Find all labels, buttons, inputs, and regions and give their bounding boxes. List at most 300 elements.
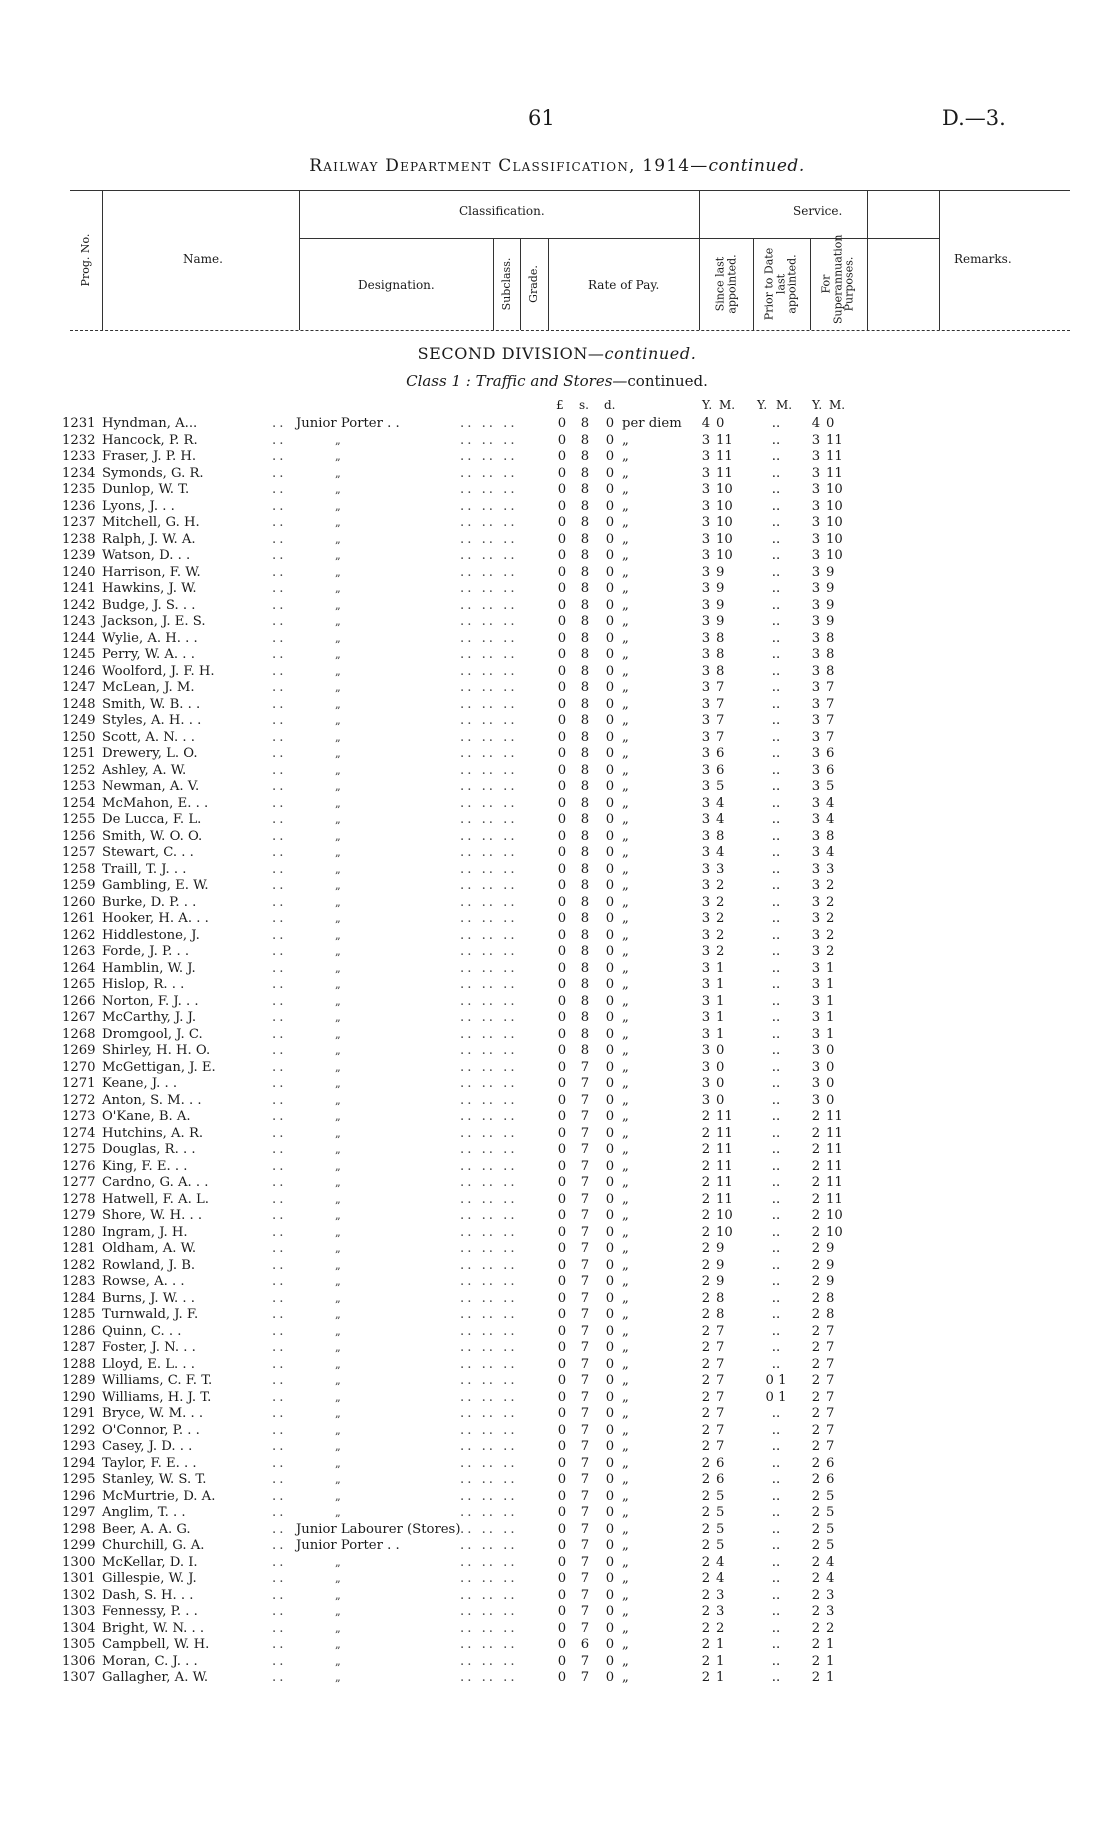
pay-pounds: 0 xyxy=(557,1241,567,1256)
leader-dots: .. .. .. xyxy=(460,1389,518,1405)
pay-pounds: 0 xyxy=(557,465,567,481)
designation: „ xyxy=(335,1506,341,1519)
pay-basis: „ xyxy=(622,614,629,629)
pay-pence: 0 xyxy=(605,432,615,448)
pay-basis: „ xyxy=(622,630,629,646)
header-designation: Designation. xyxy=(358,278,435,292)
super-years: 3 xyxy=(811,432,821,448)
pay-pounds: 0 xyxy=(557,927,567,943)
prog-number: 1267 xyxy=(62,1010,96,1025)
staff-name: Cardno, G. A. . . xyxy=(102,1175,209,1190)
pay-shillings: 7 xyxy=(580,1274,590,1289)
designation: „ xyxy=(335,1390,341,1404)
super-months: 9 xyxy=(826,614,835,629)
super-years: 3 xyxy=(811,779,821,794)
prog-number: 1297 xyxy=(62,1505,96,1520)
header-rate-of-pay: Rate of Pay. xyxy=(588,278,660,292)
pay-pence: 0 xyxy=(605,1356,615,1372)
pay-pounds: 0 xyxy=(557,498,567,514)
staff-name: Woolford, J. F. H. xyxy=(102,663,215,679)
leader-dots: .. xyxy=(272,1059,287,1075)
designation: „ xyxy=(335,879,341,892)
since-months: 8 xyxy=(716,1307,725,1322)
leader-dots: .. .. .. xyxy=(460,597,518,613)
pay-pounds: 0 xyxy=(557,696,567,712)
pay-pence: 0 xyxy=(605,1406,615,1421)
designation: „ xyxy=(335,846,341,859)
designation: „ xyxy=(335,1423,341,1437)
prior-service: .. xyxy=(771,515,781,530)
prior-service: .. xyxy=(771,1076,781,1091)
prog-number: 1246 xyxy=(62,663,96,679)
prior-service: .. xyxy=(771,1554,781,1570)
pay-shillings: 8 xyxy=(580,597,590,613)
pay-shillings: 8 xyxy=(580,713,590,728)
pay-basis: per diem xyxy=(622,416,682,431)
pay-shillings: 8 xyxy=(580,927,590,943)
prog-number: 1255 xyxy=(62,812,96,827)
pay-pence: 0 xyxy=(605,630,615,646)
since-years: 2 xyxy=(701,1323,711,1339)
prior-service: .. xyxy=(771,845,781,860)
pay-pence: 0 xyxy=(605,1587,615,1603)
leader-dots: .. .. .. xyxy=(460,1059,518,1075)
since-years: 2 xyxy=(701,1257,711,1273)
pay-pence: 0 xyxy=(605,828,615,844)
leader-dots: .. .. .. xyxy=(460,1356,518,1372)
super-years: 3 xyxy=(811,812,821,827)
pay-shillings: 7 xyxy=(580,1059,590,1075)
leader-dots: .. xyxy=(272,993,287,1009)
pay-pence: 0 xyxy=(605,1257,615,1273)
super-years: 3 xyxy=(811,647,821,662)
prior-service: .. xyxy=(771,647,781,662)
super-months: 2 xyxy=(826,911,835,926)
super-months: 9 xyxy=(826,581,835,596)
pay-shillings: 8 xyxy=(580,581,590,596)
since-years: 3 xyxy=(701,878,711,893)
super-years: 3 xyxy=(811,729,821,745)
table-row xyxy=(0,928,1114,945)
since-months: 11 xyxy=(716,432,733,448)
pay-pounds: 0 xyxy=(557,1092,567,1108)
pay-shillings: 7 xyxy=(580,1125,590,1141)
leader-dots: .. xyxy=(272,1637,287,1652)
prior-service: .. xyxy=(771,548,781,563)
table-row xyxy=(0,1192,1114,1209)
pay-pounds: 0 xyxy=(557,1307,567,1322)
prog-number: 1238 xyxy=(62,531,96,547)
pay-shillings: 7 xyxy=(580,1488,590,1504)
prior-service: .. xyxy=(771,1488,781,1504)
table-row xyxy=(0,878,1114,895)
since-years: 3 xyxy=(701,795,711,811)
since-months: 7 xyxy=(716,1389,725,1405)
pay-pounds: 0 xyxy=(557,1142,567,1157)
pay-pounds: 0 xyxy=(557,1290,567,1306)
prog-number: 1278 xyxy=(62,1191,96,1207)
super-months: 7 xyxy=(826,1373,835,1388)
staff-list xyxy=(0,416,1114,1687)
designation: Junior Labourer (Stores) xyxy=(296,1521,461,1537)
designation: „ xyxy=(335,1407,341,1420)
pay-pounds: 0 xyxy=(557,432,567,448)
pay-shillings: 8 xyxy=(580,1026,590,1042)
pay-pounds: 0 xyxy=(557,1554,567,1570)
pay-shillings: 7 xyxy=(580,1175,590,1190)
pay-pence: 0 xyxy=(605,729,615,745)
pay-pounds: 0 xyxy=(557,1521,567,1537)
prog-number: 1288 xyxy=(62,1356,96,1372)
since-years: 2 xyxy=(701,1422,711,1438)
prog-number: 1287 xyxy=(62,1340,96,1355)
leader-dots: .. .. .. xyxy=(460,1125,518,1141)
since-months: 7 xyxy=(716,1340,725,1355)
pay-pence: 0 xyxy=(605,581,615,596)
leader-dots: .. xyxy=(272,663,287,679)
since-years: 2 xyxy=(701,1521,711,1537)
leader-dots: .. xyxy=(272,845,287,860)
designation: „ xyxy=(335,796,341,810)
prior-service: .. xyxy=(771,1670,781,1685)
leader-dots: .. .. .. xyxy=(460,1043,518,1058)
since-months: 9 xyxy=(716,564,725,580)
designation: „ xyxy=(335,1060,341,1074)
leader-dots: .. xyxy=(272,630,287,646)
pay-basis: „ xyxy=(622,1604,629,1619)
table-row xyxy=(0,466,1114,483)
prior-service: .. xyxy=(771,498,781,514)
pay-pence: 0 xyxy=(605,993,615,1009)
pay-pounds: 0 xyxy=(557,663,567,679)
since-years: 2 xyxy=(701,1125,711,1141)
pay-shillings: 8 xyxy=(580,515,590,530)
prog-number: 1302 xyxy=(62,1587,96,1603)
since-years: 3 xyxy=(701,647,711,662)
since-years: 3 xyxy=(701,597,711,613)
prior-service: .. xyxy=(771,1637,781,1652)
designation: „ xyxy=(335,945,341,958)
pay-shillings: 7 xyxy=(580,1191,590,1207)
prior-service: .. xyxy=(771,713,781,728)
designation: „ xyxy=(335,615,341,628)
leader-dots: .. xyxy=(272,762,287,778)
pay-shillings: 8 xyxy=(580,861,590,877)
super-months: 0 xyxy=(826,1076,835,1091)
leader-dots: .. .. .. xyxy=(460,564,518,580)
leader-dots: .. xyxy=(272,1323,287,1339)
since-months: 8 xyxy=(716,828,725,844)
since-months: 11 xyxy=(716,1158,733,1174)
table-row xyxy=(0,1010,1114,1027)
leader-dots: .. .. .. xyxy=(460,1010,518,1025)
pay-basis: „ xyxy=(622,1274,629,1289)
leader-dots: .. xyxy=(272,1571,287,1586)
leader-dots: .. xyxy=(272,548,287,563)
pay-pence: 0 xyxy=(605,515,615,530)
leader-dots: .. .. .. xyxy=(460,1406,518,1421)
table-row xyxy=(0,944,1114,961)
leader-dots: .. .. .. xyxy=(460,1274,518,1289)
leader-dots: .. .. .. xyxy=(460,630,518,646)
since-months: 9 xyxy=(716,614,725,629)
table-row xyxy=(0,647,1114,664)
leader-dots: .. .. .. xyxy=(460,960,518,976)
since-months: 11 xyxy=(716,1142,733,1157)
pay-shillings: 8 xyxy=(580,812,590,827)
pay-basis: „ xyxy=(622,1637,629,1652)
leader-dots: .. .. .. xyxy=(460,663,518,679)
super-months: 0 xyxy=(826,1092,835,1108)
pay-pence: 0 xyxy=(605,1109,615,1124)
pay-shillings: 7 xyxy=(580,1076,590,1091)
pay-pounds: 0 xyxy=(557,812,567,827)
pay-pounds: 0 xyxy=(557,993,567,1009)
super-months: 11 xyxy=(826,1125,843,1141)
super-months: 5 xyxy=(826,1538,835,1553)
staff-name: Hamblin, W. J. xyxy=(102,960,196,976)
super-months: 4 xyxy=(826,812,835,827)
super-years: 2 xyxy=(811,1257,821,1273)
pay-pounds: 0 xyxy=(557,977,567,992)
leader-dots: .. .. .. xyxy=(460,1290,518,1306)
since-months: 2 xyxy=(716,927,725,943)
pay-shillings: 8 xyxy=(580,548,590,563)
prog-number: 1242 xyxy=(62,597,96,613)
super-years: 3 xyxy=(811,977,821,992)
super-years: 3 xyxy=(811,894,821,910)
since-years: 3 xyxy=(701,432,711,448)
pay-pounds: 0 xyxy=(557,1604,567,1619)
leader-dots: .. .. .. xyxy=(460,696,518,712)
super-years: 2 xyxy=(811,1670,821,1685)
pay-basis: „ xyxy=(622,1323,629,1339)
since-months: 9 xyxy=(716,581,725,596)
super-years: 2 xyxy=(811,1191,821,1207)
pay-shillings: 8 xyxy=(580,630,590,646)
since-months: 1 xyxy=(716,1670,725,1685)
pay-pence: 0 xyxy=(605,1472,615,1487)
super-months: 10 xyxy=(826,515,843,530)
staff-name: Wylie, A. H. . . xyxy=(102,630,198,646)
staff-name: Fraser, J. P. H. xyxy=(102,449,197,464)
prior-service: .. xyxy=(771,762,781,778)
super-months: 8 xyxy=(826,663,835,679)
table-header xyxy=(70,190,1070,331)
leader-dots: .. .. .. xyxy=(460,531,518,547)
super-months: 7 xyxy=(826,1389,835,1405)
leader-dots: .. xyxy=(272,878,287,893)
leader-dots: .. .. .. xyxy=(460,1604,518,1619)
staff-name: Taylor, F. E. . . xyxy=(102,1455,197,1471)
designation: „ xyxy=(335,895,341,909)
prog-number: 1304 xyxy=(62,1620,96,1636)
leader-dots: .. .. .. xyxy=(460,680,518,695)
prior-service: .. xyxy=(771,1505,781,1520)
pay-shillings: 7 xyxy=(580,1620,590,1636)
table-row xyxy=(0,1126,1114,1143)
super-months: 9 xyxy=(826,1257,835,1273)
running-title xyxy=(0,156,1114,176)
designation: „ xyxy=(335,1258,341,1272)
super-months: 1 xyxy=(826,1026,835,1042)
prog-number: 1264 xyxy=(62,960,96,976)
pay-pounds: 0 xyxy=(557,1439,567,1454)
staff-name: Dunlop, W. T. xyxy=(102,482,190,497)
unit-prior-months: M. xyxy=(776,398,793,412)
pay-shillings: 7 xyxy=(580,1571,590,1586)
staff-name: Scott, A. N. . . xyxy=(102,729,195,745)
pay-pence: 0 xyxy=(605,1455,615,1471)
leader-dots: .. xyxy=(272,1587,287,1603)
leader-dots: .. xyxy=(272,927,287,943)
pay-pence: 0 xyxy=(605,465,615,481)
pay-shillings: 8 xyxy=(580,795,590,811)
pay-pounds: 0 xyxy=(557,1670,567,1685)
leader-dots: .. xyxy=(272,1142,287,1157)
prog-number: 1280 xyxy=(62,1224,96,1240)
super-years: 3 xyxy=(811,1026,821,1042)
table-row xyxy=(0,1472,1114,1489)
super-years: 3 xyxy=(811,1092,821,1108)
unit-pence: d. xyxy=(604,398,616,412)
super-years: 2 xyxy=(811,1142,821,1157)
table-row xyxy=(0,664,1114,681)
prog-number: 1305 xyxy=(62,1637,96,1652)
table-row xyxy=(0,845,1114,862)
super-months: 11 xyxy=(826,465,843,481)
super-years: 3 xyxy=(811,960,821,976)
pay-pence: 0 xyxy=(605,1076,615,1091)
staff-name: Traill, T. J. . . xyxy=(102,861,187,877)
pay-basis: „ xyxy=(622,482,629,497)
staff-name: Hutchins, A. R. xyxy=(102,1125,204,1141)
super-months: 11 xyxy=(826,1158,843,1174)
pay-basis: „ xyxy=(622,1389,629,1405)
super-months: 1 xyxy=(826,1670,835,1685)
leader-dots: .. xyxy=(272,432,287,448)
leader-dots: .. .. .. xyxy=(460,581,518,596)
since-years: 2 xyxy=(701,1290,711,1306)
super-months: 5 xyxy=(826,779,835,794)
super-months: 2 xyxy=(826,927,835,943)
leader-dots: .. .. .. xyxy=(460,548,518,563)
pay-pounds: 0 xyxy=(557,960,567,976)
pay-shillings: 7 xyxy=(580,1158,590,1174)
leader-dots: .. xyxy=(272,416,287,431)
pay-shillings: 8 xyxy=(580,762,590,778)
leader-dots: .. .. .. xyxy=(460,1571,518,1586)
since-years: 3 xyxy=(701,696,711,712)
designation: „ xyxy=(335,1209,341,1222)
pay-pence: 0 xyxy=(605,1389,615,1405)
staff-name: Ralph, J. W. A. xyxy=(102,531,196,547)
leader-dots: .. xyxy=(272,911,287,926)
leader-dots: .. xyxy=(272,1241,287,1256)
prog-number: 1252 xyxy=(62,762,96,778)
since-months: 1 xyxy=(716,1637,725,1652)
pay-pounds: 0 xyxy=(557,1538,567,1553)
leader-dots: .. xyxy=(272,1010,287,1025)
since-years: 3 xyxy=(701,828,711,844)
pay-basis: „ xyxy=(622,779,629,794)
since-months: 9 xyxy=(716,1241,725,1256)
leader-dots: .. xyxy=(272,1521,287,1537)
super-years: 2 xyxy=(811,1224,821,1240)
prior-service: .. xyxy=(771,663,781,679)
leader-dots: .. .. .. xyxy=(460,977,518,992)
pay-shillings: 8 xyxy=(580,845,590,860)
pay-basis: „ xyxy=(622,1521,629,1537)
staff-name: Beer, A. A. G. xyxy=(102,1521,191,1537)
designation: „ xyxy=(335,1044,341,1057)
since-months: 7 xyxy=(716,1439,725,1454)
designation: „ xyxy=(335,1341,341,1354)
super-years: 2 xyxy=(811,1290,821,1306)
prior-service: .. xyxy=(771,432,781,448)
pay-pounds: 0 xyxy=(557,1422,567,1438)
super-years: 3 xyxy=(811,911,821,926)
pay-shillings: 8 xyxy=(580,696,590,712)
since-years: 2 xyxy=(701,1109,711,1124)
prior-service: .. xyxy=(771,1043,781,1058)
pay-pence: 0 xyxy=(605,1670,615,1685)
prior-service: .. xyxy=(771,696,781,712)
prog-number: 1247 xyxy=(62,680,96,695)
leader-dots: .. .. .. xyxy=(460,911,518,926)
since-months: 6 xyxy=(716,762,725,778)
super-months: 11 xyxy=(826,449,843,464)
pay-basis: „ xyxy=(622,828,629,844)
super-years: 2 xyxy=(811,1571,821,1586)
prior-service: .. xyxy=(771,927,781,943)
prog-number: 1265 xyxy=(62,977,96,992)
table-row xyxy=(0,1406,1114,1423)
pay-pence: 0 xyxy=(605,1422,615,1438)
super-months: 7 xyxy=(826,713,835,728)
prog-number: 1275 xyxy=(62,1142,96,1157)
pay-pence: 0 xyxy=(605,812,615,827)
staff-name: Churchill, G. A. xyxy=(102,1538,205,1553)
super-months: 9 xyxy=(826,597,835,613)
table-row xyxy=(0,482,1114,499)
pay-pence: 0 xyxy=(605,795,615,811)
since-years: 2 xyxy=(701,1406,711,1421)
staff-name: Jackson, J. E. S. xyxy=(102,614,206,629)
designation: „ xyxy=(335,1621,341,1635)
since-months: 1 xyxy=(716,977,725,992)
super-years: 3 xyxy=(811,482,821,497)
prior-service: .. xyxy=(771,630,781,646)
prior-service: .. xyxy=(771,993,781,1009)
pay-shillings: 7 xyxy=(580,1587,590,1603)
prior-service: .. xyxy=(771,894,781,910)
pay-pence: 0 xyxy=(605,944,615,959)
leader-dots: .. xyxy=(272,531,287,547)
pay-shillings: 7 xyxy=(580,1472,590,1487)
super-years: 2 xyxy=(811,1323,821,1339)
super-months: 1 xyxy=(826,993,835,1009)
pay-pounds: 0 xyxy=(557,1356,567,1372)
super-months: 7 xyxy=(826,729,835,745)
pay-basis: „ xyxy=(622,564,629,580)
designation: „ xyxy=(335,582,341,595)
prog-number: 1248 xyxy=(62,696,96,712)
pay-basis: „ xyxy=(622,647,629,662)
leader-dots: .. xyxy=(272,1406,287,1421)
staff-name: Casey, J. D. . . xyxy=(102,1439,193,1454)
pay-pounds: 0 xyxy=(557,1125,567,1141)
